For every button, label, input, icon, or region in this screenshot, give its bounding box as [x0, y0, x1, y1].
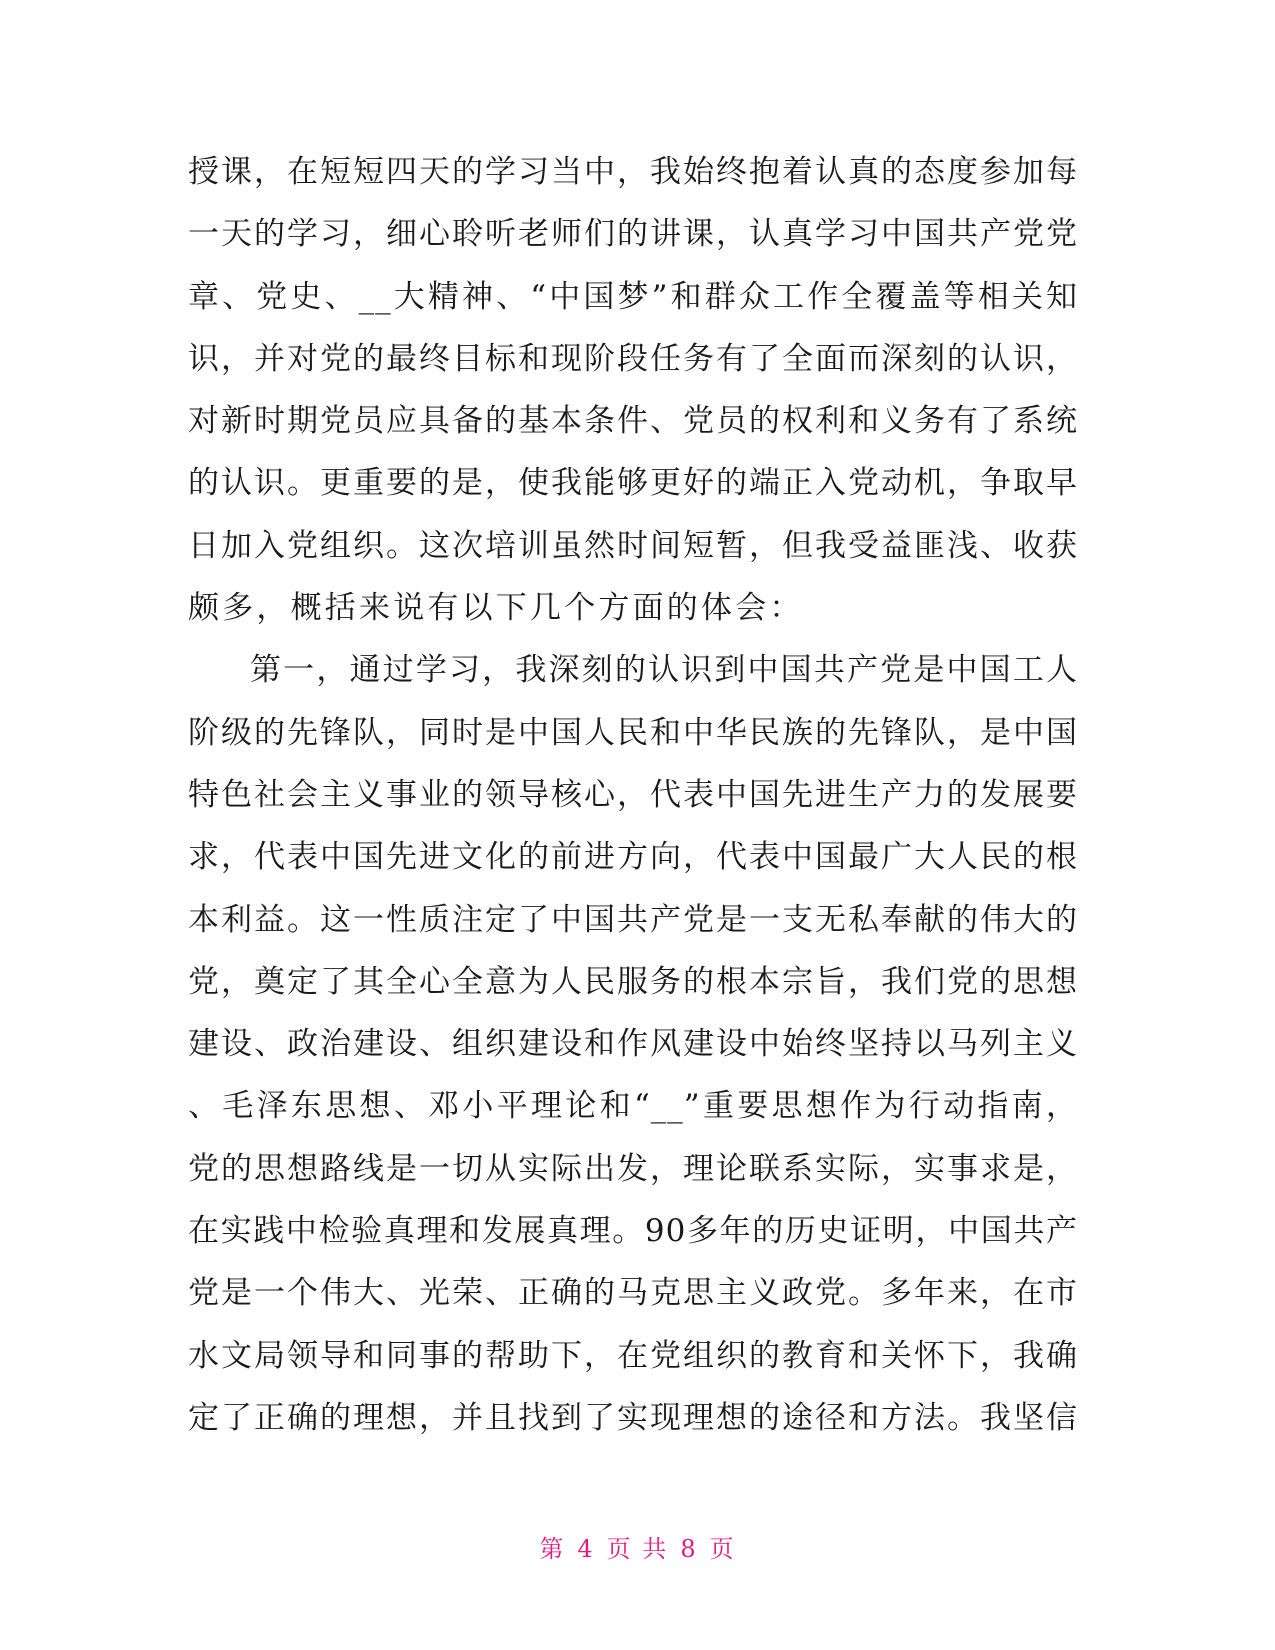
page-footer — [0, 1529, 1275, 1564]
total-pages-number: 8 — [680, 1535, 698, 1563]
text-line: 授课，在短短四天的学习当中，我始终抱着认真的态度参加每 — [188, 154, 1078, 190]
text-line: 党，奠定了其全心全意为人民服务的根本宗旨，我们党的思想 — [188, 963, 1078, 1000]
text-line: 对新时期党员应具备的基本条件、党员的权利和义务有了系统 — [188, 403, 1078, 440]
text-line: 在实践中检验真理和发展真理。90多年的历史证明，中国共产 — [188, 1213, 1078, 1250]
text-line: 一天的学习，细心聆听老师们的讲课，认真学习中国共产党党 — [188, 216, 1078, 253]
body-text — [188, 141, 1078, 1449]
text-line: 求，代表中国先进文化的前进方向，代表中国最广大人民的根 — [188, 839, 1078, 876]
footer-prefix: 第 — [539, 1535, 566, 1563]
text-line: 阶级的先锋队，同时是中国人民和中华民族的先锋队，是中国 — [188, 714, 1078, 751]
text-line: 党是一个伟大、光荣、正确的马克思主义政党。多年来，在市 — [188, 1275, 1078, 1312]
text-line: 特色社会主义事业的领导核心，代表中国先进生产力的发展要 — [188, 776, 1078, 813]
text-line: 、毛泽东思想、邓小平理论和“__”重要思想作为行动指南， — [188, 1088, 1078, 1125]
text-line: 颇多，概括来说有以下几个方面的体会： — [188, 590, 804, 627]
footer-suffix: 页 — [709, 1535, 736, 1563]
text-line: 日加入党组织。这次培训虽然时间短暂，但我受益匪浅、收获 — [188, 527, 1078, 564]
text-line: 第一，通过学习，我深刻的认识到中国共产党是中国工人 — [250, 652, 1078, 689]
text-line: 章、党史、__大精神、“中国梦”和群众工作全覆盖等相关知 — [188, 278, 1078, 315]
footer-mid: 页 共 — [606, 1535, 669, 1563]
text-line: 的认识。更重要的是，使我能够更好的端正入党动机，争取早 — [188, 465, 1078, 502]
text-line: 本利益。这一性质注定了中国共产党是一支无私奉献的伟大的 — [188, 901, 1078, 938]
current-page-number: 4 — [577, 1535, 595, 1563]
text-line: 水文局领导和同事的帮助下，在党组织的教育和关怀下，我确 — [188, 1337, 1078, 1374]
text-line: 建设、政治建设、组织建设和作风建设中始终坚持以马列主义 — [188, 1026, 1078, 1063]
text-line: 定了正确的理想，并且找到了实现理想的途径和方法。我坚信 — [188, 1399, 1078, 1436]
text-line: 识，并对党的最终目标和现阶段任务有了全面而深刻的认识， — [188, 340, 1078, 377]
text-line: 党的思想路线是一切从实际出发，理论联系实际，实事求是， — [188, 1150, 1078, 1187]
